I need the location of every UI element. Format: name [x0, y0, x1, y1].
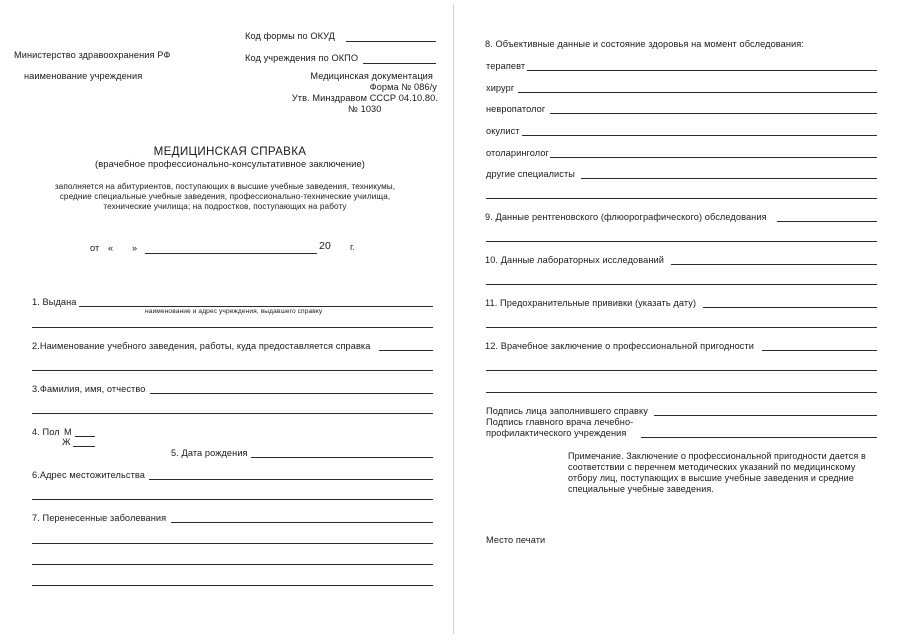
sign-head-line[interactable]: [641, 437, 877, 438]
field-9-label: 9. Данные рентгеновского (флюорографического) обследования: [485, 212, 767, 222]
other-specialists-label: другие специалисты: [486, 169, 575, 179]
therapist-line[interactable]: [527, 70, 877, 71]
sign-head-label-2: профилактического учреждения: [486, 428, 627, 438]
field-6-line[interactable]: [149, 479, 433, 480]
field-9-line[interactable]: [777, 221, 877, 222]
sex-female-label: Ж: [62, 437, 71, 447]
field-9-line-2[interactable]: [486, 241, 877, 242]
other-specialists-line[interactable]: [581, 178, 877, 179]
field-1-line-2[interactable]: [32, 327, 433, 328]
document-title: МЕДИЦИНСКАЯ СПРАВКА: [153, 145, 307, 158]
field-10-line[interactable]: [671, 264, 877, 265]
field-12-label: 12. Врачебное заключение о профессиональной пригодности: [485, 341, 755, 351]
field-2-label: 2.Наименование учебного заведения, работы, куда предоставляется справка: [32, 341, 371, 351]
approval-line: Утв. Минздравом СССР 04.10.80.: [291, 93, 438, 103]
field-12-line[interactable]: [762, 350, 877, 351]
date-from-label: от: [90, 243, 100, 253]
field-7-label: 7. Перенесенные заболевания: [32, 513, 167, 523]
ent-label: отоларинголог: [486, 148, 549, 158]
ent-line[interactable]: [550, 157, 877, 158]
sign-filler-label: Подпись лица заполнившего справку: [486, 406, 648, 416]
purpose-line-2: средние специальные учебные заведения, профессионально-технические училища,: [59, 192, 391, 201]
field-5-line[interactable]: [251, 457, 433, 458]
field-10-label: 10. Данные лабораторных исследований: [485, 255, 664, 265]
note-text: Примечание. Заключение о профессиональной пригодности дается в соответствии с перечнем методических указаний по медицинскому отбору лиц, поступающих в высшие учебные заведения и средние специальные учебные заведения.: [568, 451, 866, 494]
document-subtitle: (врачебное профессионально-консультативное заключение): [95, 158, 365, 169]
surgeon-line[interactable]: [518, 92, 877, 93]
field-11-line-2[interactable]: [486, 327, 877, 328]
field-12-line-2[interactable]: [486, 370, 877, 371]
institution-label: наименование учреждения: [24, 71, 143, 81]
field-11-label: 11. Предохранительные прививки (указать дату): [485, 298, 697, 308]
sign-filler-line[interactable]: [654, 415, 877, 416]
field-7-line-3[interactable]: [32, 564, 433, 565]
field-12-line-3[interactable]: [486, 392, 877, 393]
order-number: № 1030: [348, 104, 382, 114]
field-3-line-2[interactable]: [32, 413, 433, 414]
field-11-line[interactable]: [703, 307, 877, 308]
field-1-line[interactable]: [79, 306, 433, 307]
purpose-line-1: заполняется на абитуриентов, поступающих в высшие учебные заведения, техникумы,: [54, 182, 396, 191]
date-month-field[interactable]: [145, 253, 317, 254]
okud-field[interactable]: [346, 41, 436, 42]
okpo-field[interactable]: [363, 63, 436, 64]
field-4-label: 4. Пол: [32, 427, 60, 437]
form-number: Форма № 086/у: [369, 82, 437, 92]
sex-male-field[interactable]: [75, 436, 95, 437]
sex-male-label: М: [64, 427, 72, 437]
date-quote-open: «: [108, 243, 114, 253]
sex-female-field[interactable]: [73, 446, 95, 447]
field-7-line-2[interactable]: [32, 543, 433, 544]
surgeon-label: хирург: [486, 83, 515, 93]
date-quote-close: »: [132, 243, 138, 253]
date-year-prefix: 20: [319, 240, 331, 252]
therapist-label: терапевт: [486, 61, 526, 71]
sign-head-label-1: Подпись главного врача лечебно-: [486, 417, 634, 427]
ministry-label: Министерство здравоохранения РФ: [14, 50, 171, 60]
page-fold-divider: [453, 4, 454, 634]
field-1-hint: наименование и адрес учреждения, выдавшего справку: [145, 308, 323, 315]
field-6-line-2[interactable]: [32, 499, 433, 500]
purpose-line-3: технические училища; на подростков, поступающих на работу: [103, 202, 347, 211]
field-8-label: 8. Объективные данные и состояние здоровья на момент обследования:: [485, 39, 805, 49]
stamp-place-label: Место печати: [486, 535, 546, 545]
field-5-label: 5. Дата рождения: [171, 448, 248, 458]
oculist-label: окулист: [486, 126, 520, 136]
field-3-line[interactable]: [150, 393, 433, 394]
okpo-label: Код учреждения по ОКПО: [245, 53, 359, 63]
neurologist-label: невропатолог: [486, 104, 546, 114]
field-2-line[interactable]: [379, 350, 433, 351]
med-doc-label: Медицинская документация: [310, 71, 433, 81]
field-7-line-4[interactable]: [32, 585, 433, 586]
neurologist-line[interactable]: [550, 113, 877, 114]
field-10-line-2[interactable]: [486, 284, 877, 285]
field-7-line[interactable]: [171, 522, 433, 523]
field-3-label: 3.Фамилия, имя, отчество: [32, 384, 146, 394]
field-2-line-2[interactable]: [32, 370, 433, 371]
field-6-label: 6.Адрес местожительства: [32, 470, 145, 480]
okud-label: Код формы по ОКУД: [245, 31, 336, 41]
oculist-line[interactable]: [522, 135, 877, 136]
date-year-suffix: г.: [350, 242, 355, 252]
field-1-label: 1. Выдана: [32, 297, 77, 307]
other-specialists-line-2[interactable]: [486, 198, 877, 199]
